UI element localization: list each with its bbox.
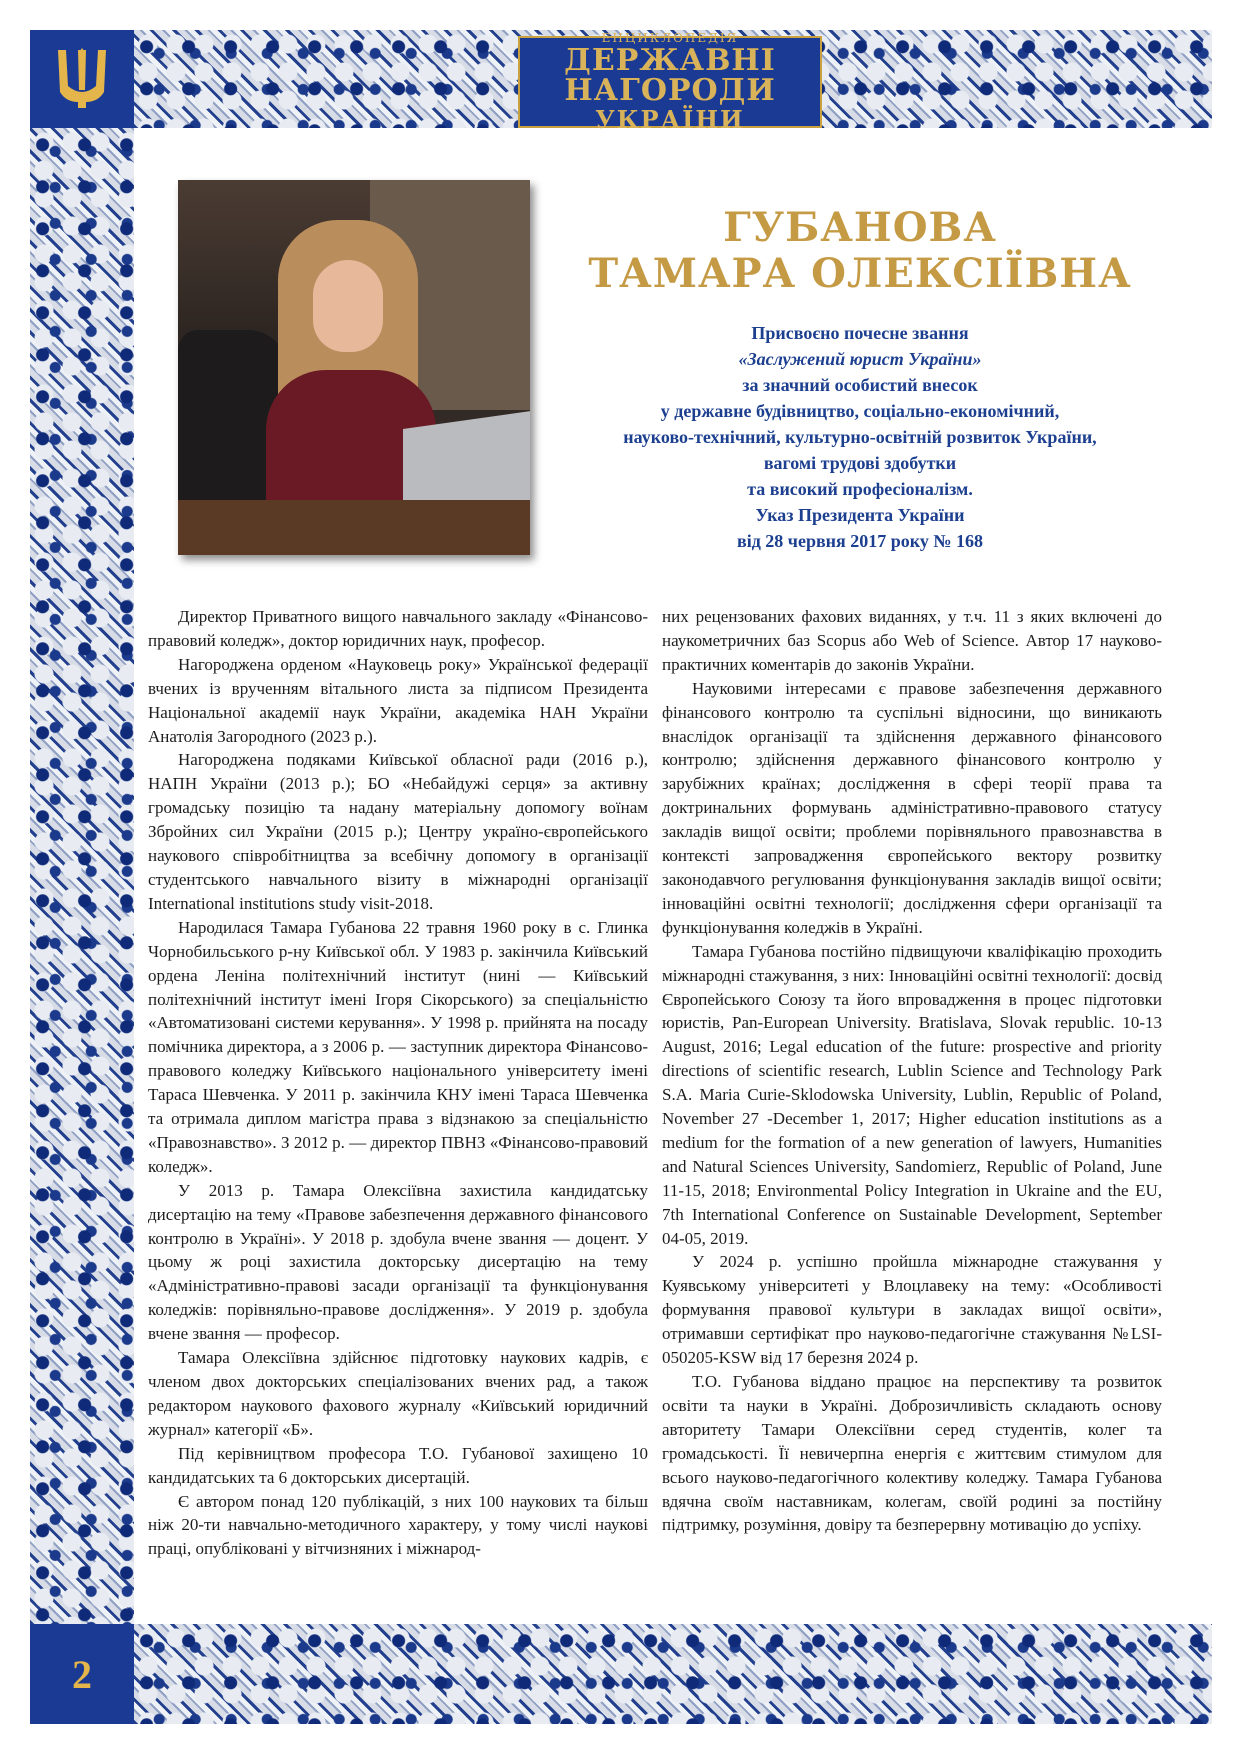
paragraph: Нагороджена подяками Київської обласної ради (2016 р.), НАПН України (2013 р.); БО «Небайдужі серця» за активну громадську позицію та надану матеріальну допомогу воїнам Збройних сил України (2015 р.); Центру україно-європейського наукового співробітництва за всебічну допомогу в організації студентського навчального візиту в міжнародні організації International institutions study visit-2018.	[148, 750, 648, 913]
award-line: науково-технічний, культурно-освітній розвиток України,	[623, 427, 1097, 447]
person-surname: ГУБАНОВА	[723, 204, 997, 251]
award-line: від 28 червня 2017 року № 168	[736, 531, 984, 551]
award-line: за значний особистий внесок	[742, 375, 978, 395]
paragraph-continuation: них рецензованих фахових виданнях, у т.ч. 11 з яких включені до наукометричних баз Scopus або Web of Science. Автор 17 науково-практичних коментарів до законів України.	[662, 607, 1162, 674]
person-given-names: ТАМАРА ОЛЕКСІЇВНА	[588, 250, 1132, 297]
page-number-box	[30, 1624, 134, 1724]
award-line: «Заслужений юрист України»	[738, 349, 982, 369]
portrait-photo	[178, 180, 530, 555]
right-text-column	[662, 605, 1162, 1537]
award-line: Присвоєно почесне звання	[751, 323, 969, 343]
paragraph: Тамара Олексіївна здійснює підготовку наукових кадрів, є членом двох докторських спеціалізованих вчених рад, а також редактором наукового фахового журналу «Київський юридичний журнал» категорії «Б».	[148, 1348, 648, 1439]
award-line: у державне будівництво, соціально-економічний,	[660, 401, 1060, 421]
paragraph: Є автором понад 120 публікацій, з них 100 наукових та більш ніж 20-ти навчально-методичного характеру, у тому числі наукові праці, опубліковані у вітчизняних і міжнарод-	[148, 1491, 648, 1559]
magazine-title-line1: ЕНЦИКЛОПЕДІЯ	[601, 31, 739, 45]
magazine-title-line2: ДЕРЖАВНІ НАГОРОДИ	[564, 43, 776, 108]
paragraph: Науковими інтересами є правове забезпечення державного фінансового контролю та суспільні відносини, що виникають внаслідок організації та здійснення державного фінансового контролю; здійснення державного фінансового контролю у зарубіжних країнах; дослідження в сфері теорії права та доктринальних формувань адміністративно-правового статусу закладів вищої освіти; проблеми порівняльного правознавства в контексті запровадження європейського вектору розвитку законодавчого регулювання функціонування закладів вищої освіти; інноваційні освітні технології; дослідження сфери організації та функціонування коледжів в Україні.	[662, 678, 1162, 937]
trident-emblem	[30, 30, 134, 128]
paragraph: Під керівництвом професора Т.О. Губанової захищено 10 кандидатських та 6 докторських дисертацій.	[148, 1443, 648, 1487]
paragraph: Нагороджена орденом «Науковець року» Української федерації вчених із врученням вітального листа за підписом Президента Національної академії наук України, академіка НАН України Анатолія Загородного (2023 р.).	[148, 654, 648, 746]
award-line: вагомі трудові здобутки	[763, 453, 957, 473]
page-number: 2	[72, 1651, 92, 1697]
left-ornament-border	[30, 128, 134, 1624]
bottom-ornament-border	[134, 1624, 1212, 1724]
award-line: Указ Президента України	[755, 505, 965, 525]
left-text-column	[148, 605, 648, 1561]
paragraph: Директор Приватного вищого навчального закладу «Фінансово-правовий коледж», доктор юридичних наук, професор.	[148, 607, 648, 650]
award-line: та високий професіоналізм.	[747, 479, 973, 499]
trident-icon	[54, 46, 110, 112]
paragraph: Народилася Тамара Губанова 22 травня 1960 року в с. Глинка Чорнобильського р-ну Київської обл. У 1983 р. закінчила Київський ордена Леніна політехнічний інститут (нині — Київський політехнічний інститут імені Ігоря Сікорського) за спеціальністю «Автоматизовані системи керування». У 1998 р. прийнята на посаду помічника директора, а з 2006 р. — заступник директора Фінансово-правового коледжу Київського національного університету імені Тараса Шевченка. У 2011 р. закінчила КНУ імені Тараса Шевченка та отримала диплом магістра права з відзнакою за спеціальністю «Правознавство». З 2012 р. — директор ПВНЗ «Фінансово-правовий коледж».	[148, 917, 648, 1176]
magazine-title-line3: УКРАЇНИ	[595, 105, 745, 134]
award-citation	[560, 320, 1160, 554]
paragraph: Т.О. Губанова віддано працює на перспективу та розвиток освіти та науки в Україні. Доброзичливість складають основу авторитету Тамари Олексіївни серед студентів, колег та громадськості. Її невичерпна енергія є життєвим стимулом для всього науково-педагогічного колективу коледжу. Тамара Губанова вдячна своїм наставникам, колегам, своїй родині за постійну підтримку, розуміння, довіру та безперервну мотивацію до успіху.	[662, 1372, 1162, 1535]
paragraph: Тамара Губанова постійно підвищуючи кваліфікацію проходить міжнародні стажування, з них: Інноваційні освітні технології: досвід Європейського Союзу та його впровадження в процес підготовки юристів, Pan-European University. Bratislava, Slovak republic. 10-13 August, 2016; Legal education of the future: prospective and priority directions of scientific research, Lublin Science and Technology Park S.A. Maria Curie-Sklodowska University, Lublin, Republic of Poland, November 27 -December 1, 2017; Higher education institutions as a medium for the formation of a new generation of lawyers, Humanities and Natural Sciences University, Sandomierz, Republic of Poland, June 11-15, 2018; Environmental Policy Integration in Ukraine and the EU, 7th International Conference on Sustainable Development, September 04-05, 2019.	[662, 941, 1162, 1248]
paragraph: У 2024 р. успішно пройшла міжнародне стажування у Куявському університеті у Влоцлавеку на тему: «Особливості формування правової культури в закладах вищої освіти», отримавши сертифікат про науково-педагогічне стажування №LSI-050205-KSW від 17 березня 2024 р.	[662, 1252, 1162, 1368]
paragraph: У 2013 р. Тамара Олексіївна захистила кандидатську дисертацію на тему «Правове забезпечення державного фінансового контролю в Україні». У 2018 р. здобула вчене звання — доцент. У цьому ж році захистила докторську дисертацію на тему «Адміністративно-правові засади організації та функціонування коледжів: порівняльно-правове дослідження». У 2019 р. здобула вчене звання — професор.	[148, 1180, 648, 1344]
person-name	[560, 205, 1160, 297]
magazine-title-plate	[518, 31, 822, 134]
